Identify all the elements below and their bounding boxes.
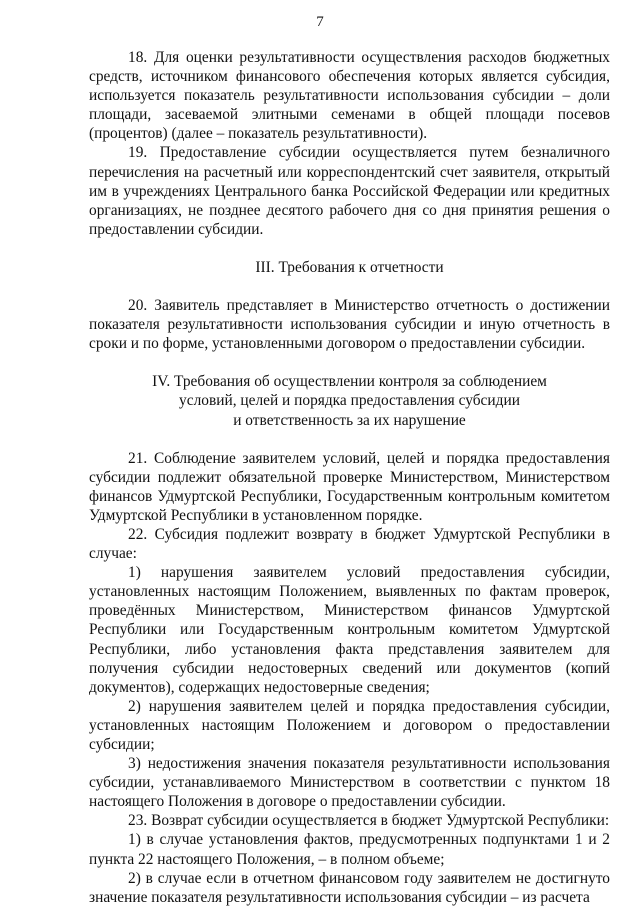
page-number: 7 — [316, 14, 324, 30]
paragraph-22-item-1: 1) нарушения заявителем условий предоставления субсидии, установленных настоящим Положением, выявленных по фактам проверок, проведённых Министерством, Министерством финансов Удмуртской Республики или Государственным контрольным комитетом Удмуртской Республики, либо установления факта представления заявителем для получения субсидии недостоверных сведений или документов (копий документов), содержащих недостоверные сведения; — [89, 564, 610, 696]
paragraph-23-item-2: 2) в случае если в отчетном финансовом году заявителем не достигнуто значение показателя результативности использования субсидии – из расчета — [89, 869, 610, 906]
section-heading-iii: III. Требования к отчетности — [255, 258, 444, 276]
paragraph-20: 20. Заявитель представляет в Министерство отчетность о достижении показателя результативности использования субсидии и иную отчетность в сроки и по форме, установленными договором о предоставлении субсидии. — [89, 297, 610, 353]
paragraph-23: 23. Возврат субсидии осуществляется в бюджет Удмуртской Республики: — [128, 812, 610, 830]
section-heading-iv-line-2: условий, целей и порядка предоставления субсидии — [179, 392, 520, 410]
section-heading-iv — [89, 372, 610, 429]
section-heading-iv-line-3: и ответственность за их нарушение — [233, 411, 466, 429]
paragraph-22-item-3: 3) недостижения значения показателя результативности использования субсидии, устанавливаемого Министерством в соответствии с пунктом 18 настоящего Положения в договоре о предоставлении субсидии. — [89, 755, 610, 811]
document-body — [89, 48, 610, 907]
paragraph-22: 22. Субсидия подлежит возврату в бюджет Удмуртской Республики в случае: — [89, 525, 610, 563]
paragraph-22-item-2: 2) нарушения заявителем целей и порядка предоставления субсидии, установленных настоящим Положением и договором о предоставлении субсидии; — [89, 697, 610, 753]
paragraph-18: 18. Для оценки результативности осуществления расходов бюджетных средств, источником финансового обеспечения которых является субсидия, используется показатель результативности использования субсидии – доли площади, засеваемой элитными семенами в общей площади посевов (процентов) (далее – показатель результативности). — [89, 49, 610, 143]
paragraph-23-item-1: 1) в случае установления фактов, предусмотренных подпунктами 1 и 2 пункта 22 настоящего Положения, – в полном объеме; — [89, 831, 610, 868]
paragraph-21: 21. Соблюдение заявителем условий, целей и порядка предоставления субсидии подлежит обязательной проверке Министерством, Министерством финансов Удмуртской Республики, Государственным контрольным комитетом Удмуртской Республики в установленном порядке. — [89, 449, 610, 524]
section-heading-iv-line-1: IV. Требования об осуществлении контроля за соблюдением — [152, 373, 547, 391]
paragraph-19: 19. Предоставление субсидии осуществляется путем безналичного перечисления на расчетный или корреспондентский счет заявителя, открытый им в учреждениях Центрального банка Российской Федерации или кредитных организациях, не позднее десятого рабочего дня со дня принятия решения о предоставлении субсидии. — [89, 144, 610, 238]
